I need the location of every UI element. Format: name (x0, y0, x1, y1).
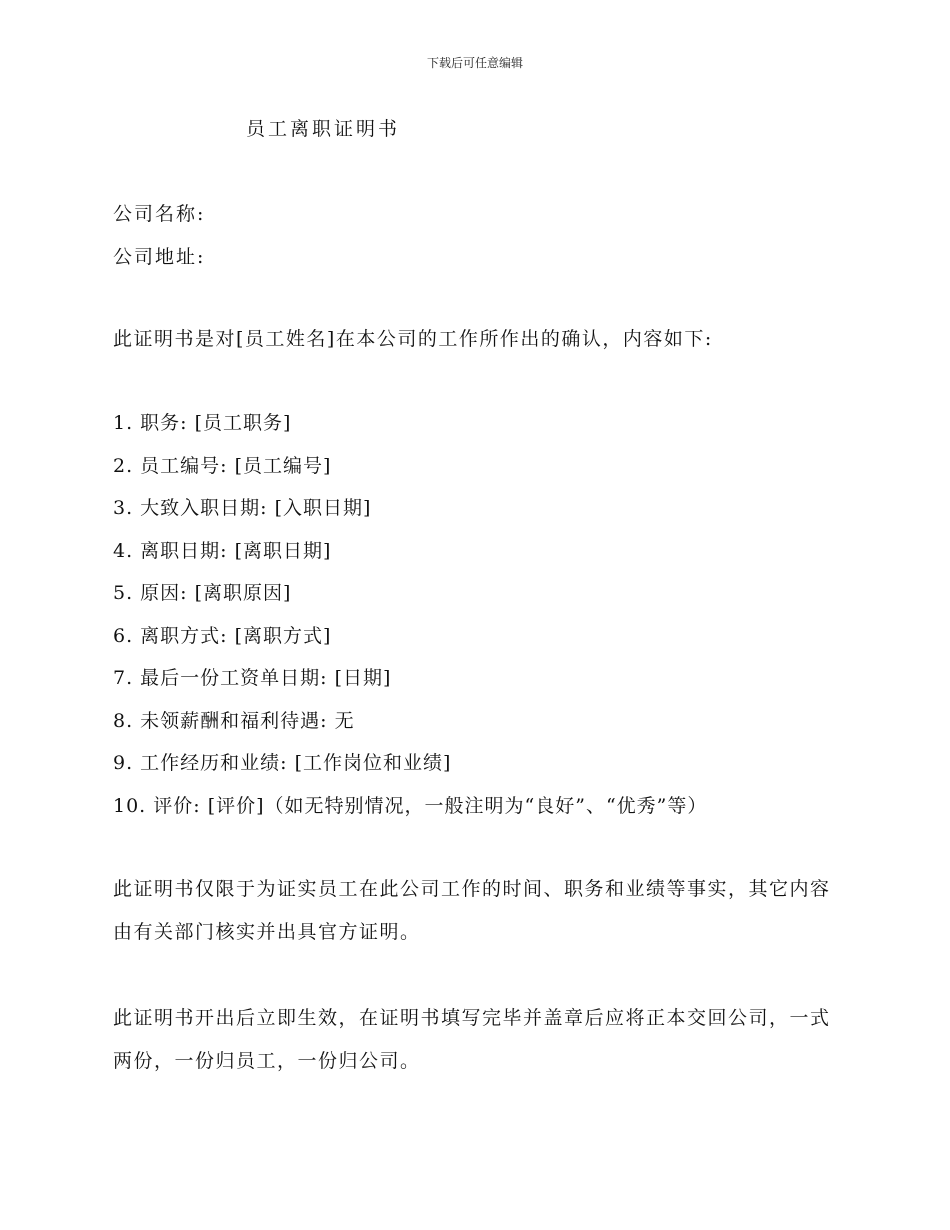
intro-paragraph: 此证明书是对[员工姓名]在本公司的工作所作出的确认，内容如下: (113, 328, 713, 350)
list-item: 8. 未领薪酬和福利待遇: 无 (113, 709, 355, 732)
list-item: 2. 员工编号: [员工编号] (113, 454, 332, 477)
list-item: 3. 大致入职日期: [入职日期] (113, 497, 372, 519)
list-item: 10. 评价: [评价]（如无特别情况，一般注明为“良好”、“优秀”等） (113, 794, 708, 817)
list-item: 1. 职务: [员工职务] (113, 412, 292, 434)
header-note: 下载后可任意编辑 (426, 56, 523, 70)
scope-paragraph: 此证明书仅限于为证实员工在此公司工作的时间、职务和业绩等事实，其它内容由有关部门核实并出具官方证明。 (113, 878, 831, 943)
list-item: 4. 离职日期: [离职日期] (113, 539, 332, 562)
document-title: 员工离职证明书 (246, 118, 401, 140)
list-item: 5. 原因: [离职原因] (113, 582, 292, 604)
effect-paragraph: 此证明书开出后立即生效，在证明书填写完毕并盖章后应将正本交回公司，一式两份，一份归员工，一份归公司。 (113, 1007, 831, 1072)
company-name-label: 公司名称: (113, 203, 206, 225)
list-item: 9. 工作经历和业绩: [工作岗位和业绩] (113, 752, 452, 774)
certificate-item-list (113, 402, 707, 827)
company-address-label: 公司地址: (113, 246, 206, 268)
list-item: 6. 离职方式: [离职方式] (113, 624, 332, 647)
list-item: 7. 最后一份工资单日期: [日期] (113, 667, 392, 689)
